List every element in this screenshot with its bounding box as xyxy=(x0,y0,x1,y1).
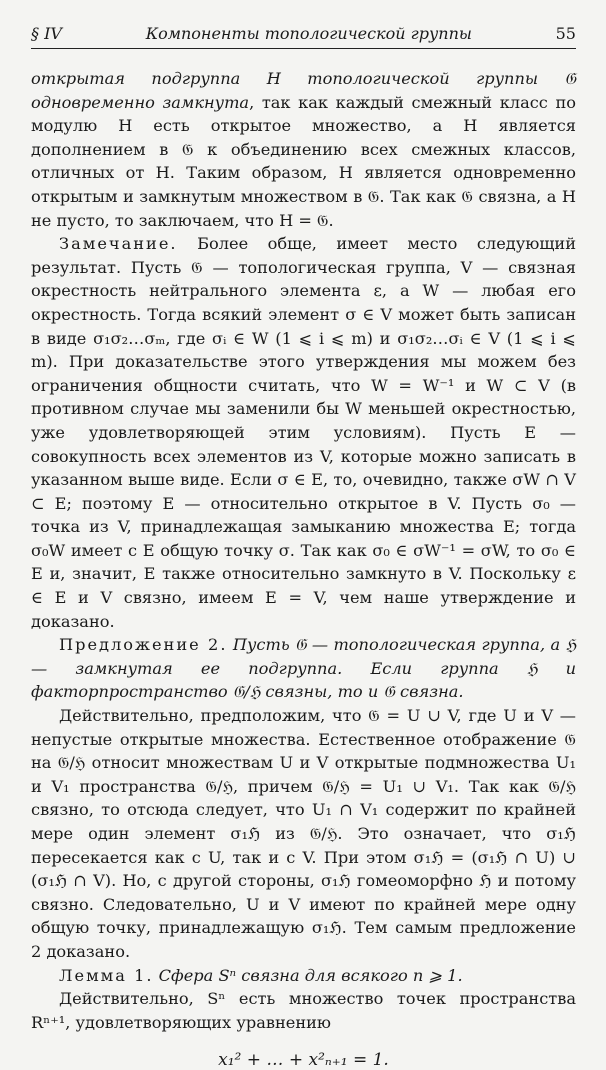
text-segment: Предложение 2. xyxy=(59,635,228,655)
page-number: 55 xyxy=(555,24,576,43)
section-label: § IV xyxy=(31,24,62,43)
text-segment: Более обще, имеет место следующий результат. Пусть 𝔊 — топологическая группа, V — связная окрестность нейтрального элемента ε, а W — любая его окрестность. Тогда всякий элемент σ ∈ V может быть записан в виде σ₁σ₂…σₘ, где σᵢ ∈ W (1 ⩽ i ⩽ m) и σ₁σ₂…σᵢ ∈ V (1 ⩽ i ⩽ m). При доказательстве этого утверждения мы можем без ограничения общности считать, что W = W⁻¹ и W ⊂ V (в противном случае мы заменили бы W меньшей окрестностью, уже удовлетворяющей этим условиям). Пусть E — совокупность всех элементов из V, которые можно записать в указанном выше виде. Если σ ∈ E, то, очевидно, также σW ∩ V ⊂ E; поэтому E — относительно открытое в V. Пусть σ₀ — точка из V, принадлежащая замыканию множества E; тогда σ₀W имеет с E общую точку σ. Так как σ₀ ∈ σW⁻¹ = σW, то σ₀ ∈ E и, значит, E также относительно замкнуто в V. Поскольку ε ∈ E и V связно, имеем E = V, чем наше утверждение и доказано. xyxy=(31,234,576,631)
paragraph xyxy=(31,232,576,633)
paragraph xyxy=(31,633,576,704)
book-page xyxy=(31,24,576,1070)
text-segment: открытая подгруппа H топологической группы 𝔊 одновременно замкнута xyxy=(31,69,576,112)
text-segment: , так как каждый смежный класс по модулю H есть открытое множество, а H является дополнением в 𝔊 к объединению всех смежных классов, отличных от H. Таким образом, H является одновременно открытым и замкнутым множеством в 𝔊. Так как 𝔊 связна, а H не пусто, то заключаем, что H = 𝔊. xyxy=(31,92,577,230)
paragraph xyxy=(31,987,576,1034)
chapter-title: Компоненты топологической группы xyxy=(145,24,472,43)
running-header xyxy=(31,24,576,49)
text-segment: Лемма 1. xyxy=(59,965,154,985)
paragraph xyxy=(31,964,576,988)
body-text xyxy=(31,67,576,1034)
paragraph xyxy=(31,704,576,964)
paragraph xyxy=(31,67,576,232)
text-segment: Пусть 𝔊 — топологическая группа, а ℌ — замкнутая ее подгруппа. Если группа ℌ и факторпространство 𝔊/ℌ связны, то и 𝔊 связна. xyxy=(31,635,576,702)
sphere-equation: x₁² + … + x²ₙ₊₁ = 1. xyxy=(218,1050,389,1070)
text-segment: Замечание. xyxy=(59,234,178,254)
text-segment: Действительно, предположим, что 𝔊 = U ∪ V, где U и V — непустые открытые множества. Естественное отображение 𝔊 на 𝔊/ℌ относит множествам U и V открытые подмножества U₁ и V₁ пространства 𝔊/ℌ, причем 𝔊/ℌ = U₁ ∪ V₁. Так как 𝔊/ℌ связно, то отсюда следует, что U₁ ∩ V₁ содержит по крайней мере один элемент σ₁ℌ из 𝔊/ℌ. Это означает, что σ₁ℌ пересекается как с U, так и с V. При этом σ₁ℌ = (σ₁ℌ ∩ U) ∪ (σ₁ℌ ∩ V). Но, с другой стороны, σ₁ℌ гомеоморфно ℌ и потому связно. Следовательно, U и V имеют по крайней мере одну общую точку, принадлежащую σ₁ℌ. Тем самым предложение 2 доказано. xyxy=(31,706,576,961)
text-segment: Действительно, Sⁿ есть множество точек пространства Rⁿ⁺¹, удовлетворяющих уравнению xyxy=(31,989,576,1032)
text-segment: Сфера Sⁿ связна для всякого n ⩾ 1. xyxy=(153,965,463,985)
